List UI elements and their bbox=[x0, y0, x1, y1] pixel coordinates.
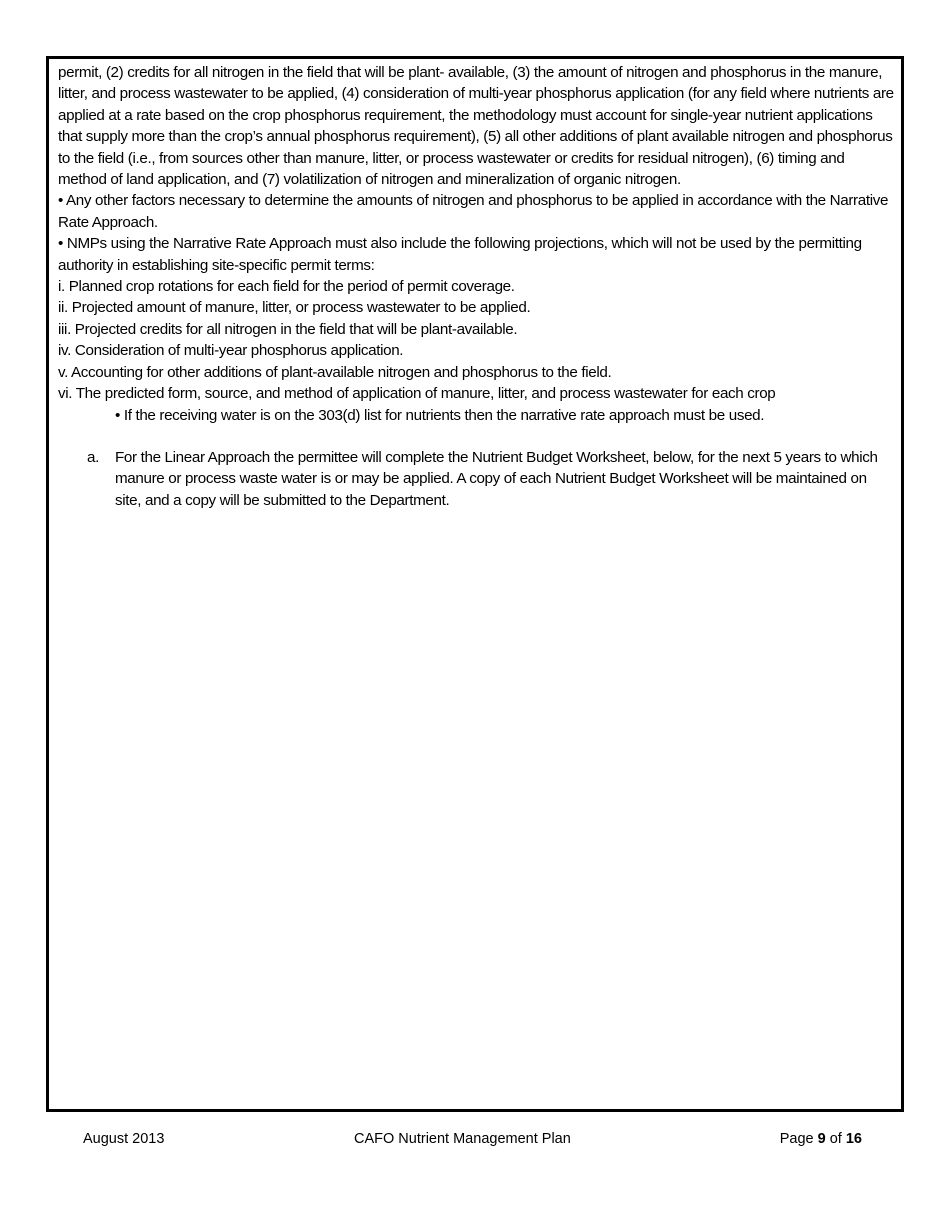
bullet-303d-list: • If the receiving water is on the 303(d) list for nutrients then the narrative rate approach must be used. bbox=[115, 406, 765, 424]
list-item-a bbox=[58, 447, 894, 511]
projection-item-vi: vi. The predicted form, source, and method of application of manure, litter, and process wastewater for each crop bbox=[58, 385, 776, 403]
page-prefix: Page bbox=[779, 1131, 818, 1147]
bullet-nmp-projections: • NMPs using the Narrative Rate Approach must also include the following projections, which will not be used by the permitting authority in establishing site-specific permit terms: bbox=[58, 235, 862, 274]
footer-title: CAFO Nutrient Management Plan bbox=[354, 1131, 571, 1147]
page-frame bbox=[46, 56, 904, 1112]
document-body bbox=[58, 62, 894, 511]
projection-item-v: v. Accounting for other additions of plant-available nitrogen and phosphorus to the field. bbox=[58, 363, 612, 381]
spacer bbox=[58, 426, 894, 447]
projection-item-iv: iv. Consideration of multi-year phosphorus application. bbox=[58, 342, 404, 360]
paragraph-methodology: permit, (2) credits for all nitrogen in the field that will be plant- available, (3) the amount of nitrogen and phosphorus in the manure, litter, and process wastewater to be applied, (4) consideration of multi-year phosphorus application (for any field where nutrients are applied at a rate based on the crop phosphorus requirement, the methodology must account for single-year nutrient applications that supply more than the crop’s annual phosphorus requirement), (5) all other additions of plant available nitrogen and phosphorus to the field (i.e., from sources other than manure, litter, or process wastewater or credits for residual nitrogen), (6) timing and method of land application, and (7) volatilization of nitrogen and mineralization of organic nitrogen. bbox=[58, 64, 894, 189]
footer-page-number bbox=[780, 1131, 862, 1147]
bullet-other-factors: • Any other factors necessary to determine the amounts of nitrogen and phosphorus to be applied in accordance with the Narrative Rate Approach. bbox=[58, 192, 889, 231]
projection-item-i: i. Planned crop rotations for each field for the period of permit coverage. bbox=[58, 278, 515, 296]
list-marker: a. bbox=[87, 448, 99, 466]
footer-date: August 2013 bbox=[83, 1131, 165, 1147]
current-page: 9 bbox=[817, 1131, 826, 1147]
projection-item-iii: iii. Projected credits for all nitrogen in the field that will be plant-available. bbox=[58, 320, 518, 338]
projection-item-ii: ii. Projected amount of manure, litter, or process wastewater to be applied. bbox=[58, 299, 531, 317]
page-of: of bbox=[825, 1131, 846, 1147]
total-pages: 16 bbox=[845, 1131, 862, 1147]
list-item-text: For the Linear Approach the permittee will complete the Nutrient Budget Worksheet, below, for the next 5 years to which manure or process waste water is or may be applied. A copy of each Nutrient Budget Worksheet will be maintained on site, and a copy will be submitted to the Department. bbox=[115, 448, 878, 509]
page-footer bbox=[0, 1131, 950, 1153]
